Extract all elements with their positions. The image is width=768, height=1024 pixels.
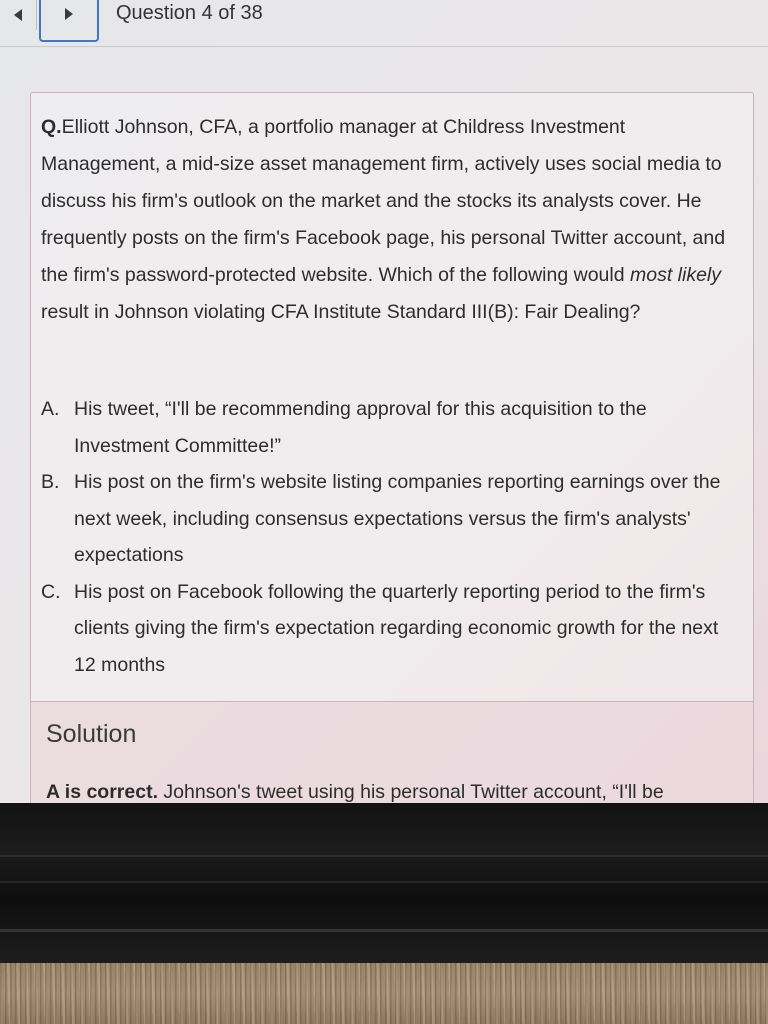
- previous-question-button[interactable]: [0, 0, 36, 30]
- next-question-button[interactable]: [39, 0, 99, 42]
- question-counter: Question 4 of 38: [116, 2, 263, 24]
- bezel-edge: [0, 881, 768, 883]
- desk-surface: [0, 963, 768, 1024]
- solution-explanation: Johnson's tweet using his personal Twitter account, “I'll be: [158, 781, 664, 803]
- question-text: Elliott Johnson, CFA, a portfolio manager at Childress Investment Management, a mid-size asset management firm, actively uses social media to discuss his firm's outlook on the market and the stocks its analysts cover. He frequently posts on the firm's Facebook page, his personal Twitter account, and the firm's password-protected website. Which of the following would: [41, 116, 726, 286]
- answer-option-b[interactable]: [41, 464, 731, 574]
- bezel-edge: [0, 855, 768, 857]
- option-text: His post on Facebook following the quarterly reporting period to the firm's clients giving the firm's expectation regarding economic growth for the next 12 months: [74, 580, 719, 676]
- question-nav-bar: [0, 0, 768, 47]
- bezel-edge: [0, 929, 768, 932]
- option-letter: A.: [41, 398, 60, 420]
- monitor-bezel: [0, 803, 768, 963]
- option-letter: B.: [41, 471, 60, 493]
- solution-title: Solution: [46, 720, 137, 748]
- question-card: [30, 92, 754, 803]
- caret-left-icon: [14, 9, 22, 21]
- solution-lead: A is correct.: [46, 781, 158, 803]
- option-letter: C.: [41, 580, 61, 603]
- answer-options: [41, 391, 731, 683]
- solution-panel: [31, 701, 753, 803]
- option-text: His tweet, “I'll be recommending approval for this acquisition to the Investment Committee!”: [74, 398, 647, 457]
- answer-option-a[interactable]: [41, 391, 731, 464]
- answer-option-c[interactable]: [41, 574, 731, 684]
- option-text: His post on the firm's website listing companies reporting earnings over the next week, including consensus expectations versus the firm's analysts' expectations: [74, 471, 721, 566]
- question-stem: [41, 109, 731, 331]
- question-emphasis: most likely: [630, 264, 722, 286]
- question-text-end: result in Johnson violating CFA Institute Standard III(B): Fair Dealing?: [41, 301, 641, 323]
- caret-right-icon: [65, 8, 73, 20]
- solution-text: [46, 774, 746, 803]
- nav-divider: [36, 0, 37, 30]
- question-label: Q.: [41, 116, 62, 138]
